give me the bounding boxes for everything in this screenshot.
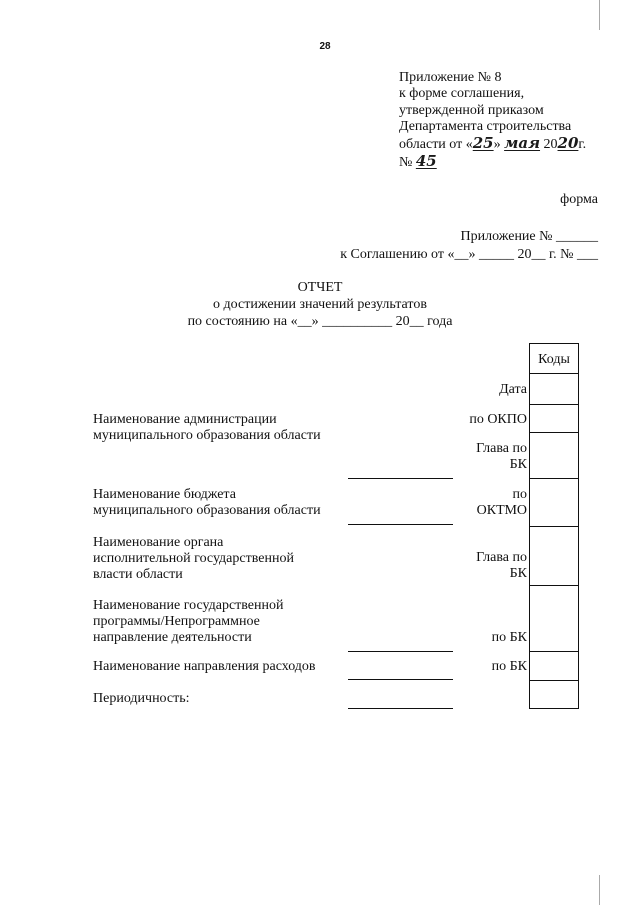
codes-row-divider — [529, 651, 579, 652]
okpo-label: по ОКПО — [469, 412, 527, 427]
appendix-block — [399, 70, 586, 172]
glava-bk-label-2 — [476, 550, 527, 582]
codes-row-divider — [529, 680, 579, 681]
report-subtitle: о достижении значений результатов — [213, 297, 427, 312]
po-bk-label-1: по БК — [491, 630, 527, 645]
appendix-line-2: к форме соглашения, — [399, 86, 525, 102]
codes-row-divider — [529, 432, 579, 433]
appendix-line-4: Департамента строительства — [399, 118, 572, 134]
program-label — [93, 598, 284, 646]
appendix-line-5 — [399, 135, 586, 153]
program-label-line-2: программы/Непрограммное — [93, 614, 260, 629]
program-label-line-3: направление деятельности — [93, 630, 252, 645]
budget-label-line-1: Наименование бюджета — [93, 487, 236, 502]
admin-label-line-1: Наименование администрации — [93, 412, 277, 427]
admin-label — [93, 412, 321, 444]
handwritten-order-number: 45 — [415, 152, 437, 171]
codes-row-divider — [529, 404, 579, 405]
appendix-date-quote: » — [493, 137, 501, 153]
sub-appendix-line-1: Приложение № ______ — [460, 229, 598, 244]
po-bk-label-2: по БК — [491, 659, 527, 674]
direction-label: Наименование направления расходов — [93, 659, 316, 674]
budget-label — [93, 487, 321, 519]
program-fill-line[interactable] — [348, 651, 453, 652]
scan-edge-line-bottom — [599, 875, 600, 905]
handwritten-day: 25 — [472, 134, 494, 153]
oktmo-label-line-2: ОКТМО — [476, 503, 527, 518]
codes-row-divider — [529, 585, 579, 586]
codes-header: Коды — [538, 352, 570, 367]
appendix-year-prefix: 20 — [543, 137, 558, 153]
oktmo-label — [477, 487, 527, 519]
appendix-date-prefix: области от « — [399, 137, 473, 153]
organ-label-line-2: исполнительной государственной — [93, 551, 294, 566]
sub-appendix-line-2: к Соглашению от «__» _____ 20__ г. № ___ — [340, 247, 598, 262]
appendix-line-6 — [399, 153, 586, 171]
appendix-line-3: утвержденной приказом — [399, 102, 544, 118]
appendix-number-sign: № — [399, 155, 413, 171]
organ-label-line-1: Наименование органа — [93, 535, 224, 550]
glava-bk-label-1-line-1: Глава по — [476, 441, 527, 456]
admin-fill-line[interactable] — [348, 478, 453, 479]
glava-bk-label-2-line-2: БК — [509, 566, 527, 581]
sub-appendix-block — [340, 228, 598, 264]
codes-row-divider — [529, 373, 579, 374]
page-number: 28 — [319, 41, 331, 52]
oktmo-label-line-1: по — [512, 487, 527, 502]
glava-bk-label-1-line-2: БК — [509, 457, 527, 472]
glava-bk-label-1 — [476, 441, 527, 473]
form-label: форма — [560, 192, 598, 207]
direction-fill-line[interactable] — [348, 679, 453, 680]
organ-label — [93, 535, 294, 583]
periodicity-fill-line[interactable] — [348, 708, 453, 709]
program-label-line-1: Наименование государственной — [93, 598, 284, 613]
appendix-year-suffix: г. — [578, 137, 587, 153]
codes-row-divider — [529, 526, 579, 527]
organ-label-line-3: власти области — [93, 567, 183, 582]
glava-bk-label-2-line-1: Глава по — [476, 550, 527, 565]
admin-label-line-2: муниципального образования области — [93, 428, 321, 443]
periodicity-label: Периодичность: — [93, 691, 190, 706]
budget-label-line-2: муниципального образования области — [93, 503, 321, 518]
appendix-line-1: Приложение № 8 — [399, 70, 502, 85]
report-title: ОТЧЕТ — [297, 280, 343, 295]
date-label: Дата — [499, 382, 527, 397]
codes-row-divider — [529, 478, 579, 479]
budget-fill-line[interactable] — [348, 524, 453, 525]
report-as-of: по состоянию на «__» __________ 20__ года — [187, 314, 453, 329]
handwritten-month: мая — [504, 134, 541, 153]
scan-edge-line-top — [599, 0, 600, 30]
handwritten-year: 20 — [557, 134, 579, 153]
